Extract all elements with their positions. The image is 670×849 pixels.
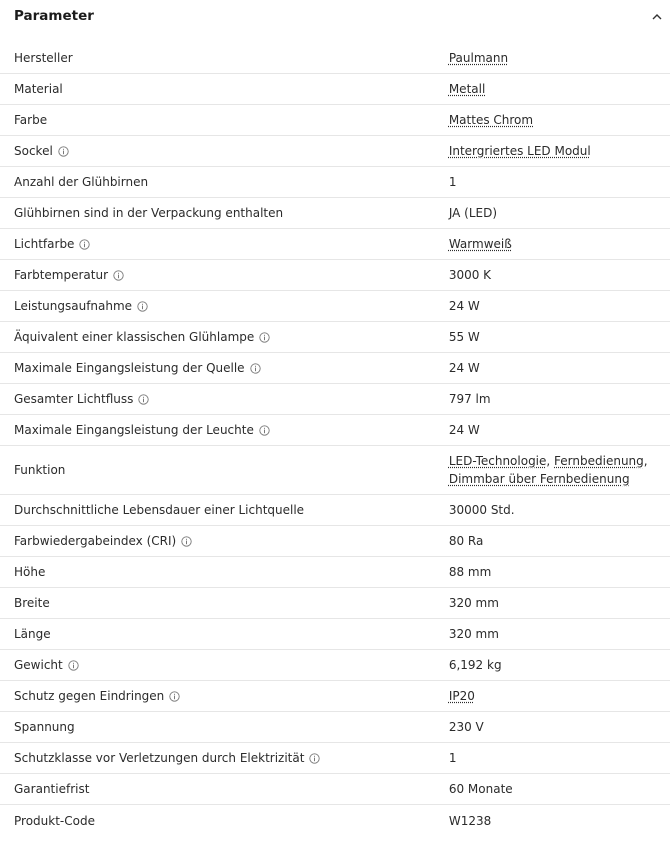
param-name-label: Leistungsaufnahme bbox=[14, 299, 133, 313]
param-value bbox=[435, 718, 670, 736]
param-name-label: Höhe bbox=[14, 565, 46, 579]
param-name-label: Maximale Eingangsleistung der Leuchte bbox=[14, 423, 254, 437]
param-name bbox=[0, 423, 435, 437]
value-link[interactable]: Intergriertes LED Modul bbox=[448, 144, 591, 158]
table-row bbox=[0, 136, 670, 167]
section-title: Parameter bbox=[14, 8, 94, 24]
param-value bbox=[435, 142, 670, 160]
table-row bbox=[0, 588, 670, 619]
info-icon[interactable] bbox=[259, 332, 270, 343]
value-text: JA (LED) bbox=[448, 206, 498, 220]
param-name-label: Funktion bbox=[14, 463, 66, 477]
value-link[interactable]: Metall bbox=[448, 82, 486, 96]
table-row bbox=[0, 557, 670, 588]
value-text: 30000 Std. bbox=[448, 503, 515, 517]
table-row bbox=[0, 650, 670, 681]
param-name-label: Spannung bbox=[14, 720, 75, 734]
table-row bbox=[0, 43, 670, 74]
info-icon[interactable] bbox=[181, 536, 192, 547]
param-name-label: Schutzklasse vor Verletzungen durch Elektrizität bbox=[14, 751, 305, 765]
param-name bbox=[0, 237, 435, 251]
param-name-label: Äquivalent einer klassischen Glühlampe bbox=[14, 330, 255, 344]
info-icon[interactable] bbox=[169, 691, 180, 702]
value-separator: , bbox=[643, 454, 648, 468]
info-icon[interactable] bbox=[113, 270, 124, 281]
value-text: 3000 K bbox=[448, 268, 492, 282]
param-value bbox=[435, 452, 670, 488]
table-row bbox=[0, 291, 670, 322]
table-row bbox=[0, 712, 670, 743]
table-row bbox=[0, 526, 670, 557]
param-value bbox=[435, 49, 670, 67]
info-icon[interactable] bbox=[58, 146, 69, 157]
value-text: W1238 bbox=[448, 813, 492, 828]
param-value bbox=[435, 390, 670, 408]
param-name bbox=[0, 299, 435, 313]
param-value bbox=[435, 235, 670, 253]
value-link[interactable]: Warmweiß bbox=[448, 237, 512, 251]
param-name bbox=[0, 596, 435, 610]
param-name-label: Anzahl der Glühbirnen bbox=[14, 175, 149, 189]
table-row bbox=[0, 619, 670, 650]
param-value bbox=[435, 532, 670, 550]
param-name-label: Gesamter Lichtfluss bbox=[14, 392, 134, 406]
info-icon[interactable] bbox=[68, 660, 79, 671]
value-text: 230 V bbox=[448, 720, 484, 734]
value-link[interactable]: Paulmann bbox=[448, 51, 509, 65]
param-name bbox=[0, 534, 435, 548]
value-text: 6,192 kg bbox=[448, 658, 502, 672]
param-name bbox=[0, 689, 435, 703]
param-name bbox=[0, 175, 435, 189]
param-value bbox=[435, 421, 670, 439]
table-row bbox=[0, 774, 670, 805]
chevron-up-icon[interactable] bbox=[650, 10, 664, 24]
param-name bbox=[0, 144, 435, 158]
value-text: 55 W bbox=[448, 330, 480, 344]
param-name bbox=[0, 720, 435, 734]
param-value bbox=[435, 111, 670, 129]
parameter-table bbox=[0, 43, 670, 836]
param-name bbox=[0, 361, 435, 375]
value-link[interactable]: Mattes Chrom bbox=[448, 113, 534, 127]
info-icon[interactable] bbox=[250, 363, 261, 374]
param-name-label: Glühbirnen sind in der Verpackung enthalten bbox=[14, 206, 284, 220]
param-name bbox=[0, 751, 435, 765]
param-name-label: Länge bbox=[14, 627, 51, 641]
table-row bbox=[0, 167, 670, 198]
param-name-label: Gewicht bbox=[14, 658, 63, 672]
param-name bbox=[0, 82, 435, 96]
param-name bbox=[0, 814, 435, 828]
param-name bbox=[0, 627, 435, 641]
value-link[interactable]: LED-Technologie bbox=[448, 454, 547, 468]
param-value bbox=[435, 173, 670, 191]
info-icon[interactable] bbox=[138, 394, 149, 405]
param-name bbox=[0, 330, 435, 344]
value-text: 24 W bbox=[448, 361, 480, 375]
param-value bbox=[435, 594, 670, 612]
param-name-label: Material bbox=[14, 82, 63, 96]
param-value bbox=[435, 359, 670, 377]
value-text: 88 mm bbox=[448, 565, 492, 579]
value-text: 80 Ra bbox=[448, 534, 484, 548]
param-value bbox=[435, 812, 670, 830]
param-value bbox=[435, 297, 670, 315]
table-row bbox=[0, 74, 670, 105]
info-icon[interactable] bbox=[137, 301, 148, 312]
param-name bbox=[0, 565, 435, 579]
parameter-header[interactable] bbox=[0, 0, 670, 33]
value-text: 60 Monate bbox=[448, 782, 513, 796]
table-row bbox=[0, 353, 670, 384]
value-text: 797 lm bbox=[448, 392, 491, 406]
param-name bbox=[0, 658, 435, 672]
param-value bbox=[435, 266, 670, 284]
table-row bbox=[0, 198, 670, 229]
table-row bbox=[0, 681, 670, 712]
value-link[interactable]: IP20 bbox=[448, 689, 475, 703]
param-value bbox=[435, 780, 670, 798]
param-value bbox=[435, 749, 670, 767]
value-link[interactable]: Dimmbar über Fernbedienung bbox=[448, 472, 630, 486]
value-text: 1 bbox=[448, 751, 457, 765]
param-name bbox=[0, 206, 435, 220]
param-value bbox=[435, 563, 670, 581]
param-value bbox=[435, 656, 670, 674]
param-value bbox=[435, 687, 670, 705]
param-name-label: Breite bbox=[14, 596, 50, 610]
param-name bbox=[0, 782, 435, 796]
param-name bbox=[0, 51, 435, 65]
param-name-label: Durchschnittliche Lebensdauer einer Lichtquelle bbox=[14, 503, 305, 517]
param-name-label: Farbtemperatur bbox=[14, 268, 109, 282]
value-text: 1 bbox=[448, 175, 457, 189]
value-text: 320 mm bbox=[448, 596, 499, 610]
param-name-label: Maximale Eingangsleistung der Quelle bbox=[14, 361, 245, 375]
param-name bbox=[0, 392, 435, 406]
table-row bbox=[0, 384, 670, 415]
value-link[interactable]: Fernbedienung bbox=[554, 454, 644, 468]
table-row bbox=[0, 229, 670, 260]
param-name-label: Schutz gegen Eindringen bbox=[14, 689, 165, 703]
table-row bbox=[0, 260, 670, 291]
table-row bbox=[0, 805, 670, 836]
value-separator: , bbox=[546, 454, 555, 468]
param-value bbox=[435, 204, 670, 222]
table-row bbox=[0, 105, 670, 136]
table-row bbox=[0, 415, 670, 446]
table-row bbox=[0, 743, 670, 774]
param-name-label: Farbe bbox=[14, 113, 48, 127]
param-name bbox=[0, 463, 435, 477]
param-value bbox=[435, 80, 670, 98]
info-icon[interactable] bbox=[79, 239, 90, 250]
table-row bbox=[0, 495, 670, 526]
param-name bbox=[0, 113, 435, 127]
param-value bbox=[435, 328, 670, 346]
value-text: 320 mm bbox=[448, 627, 499, 641]
value-text: 24 W bbox=[448, 423, 480, 437]
param-name-label: Produkt-Code bbox=[14, 813, 95, 828]
param-name-label: Farbwiedergabeindex (CRI) bbox=[14, 534, 177, 548]
table-row bbox=[0, 322, 670, 353]
param-value bbox=[435, 501, 670, 519]
param-name bbox=[0, 503, 435, 517]
param-name-label: Garantiefrist bbox=[14, 782, 90, 796]
param-name bbox=[0, 268, 435, 282]
param-name-label: Hersteller bbox=[14, 51, 73, 65]
info-icon[interactable] bbox=[259, 425, 270, 436]
param-value bbox=[435, 625, 670, 643]
table-row bbox=[0, 446, 670, 495]
value-text: 24 W bbox=[448, 299, 480, 313]
param-name-label: Lichtfarbe bbox=[14, 237, 75, 251]
info-icon[interactable] bbox=[309, 753, 320, 764]
param-name-label: Sockel bbox=[14, 144, 53, 158]
